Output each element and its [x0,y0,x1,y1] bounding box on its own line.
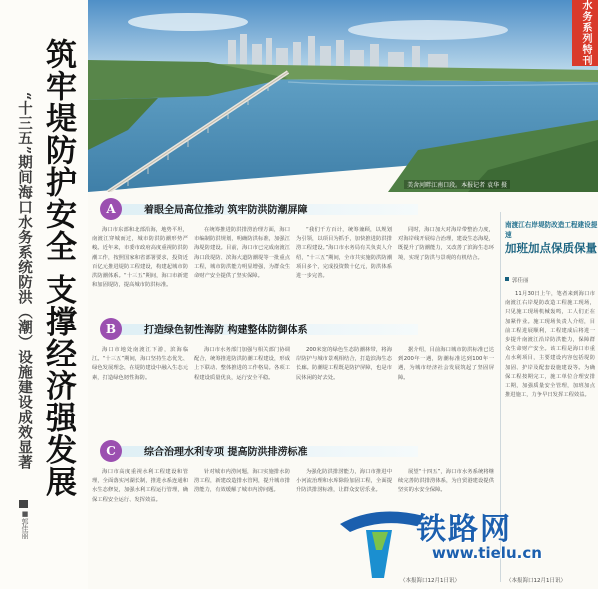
section-a-col-3 [296,226,392,312]
section-a-col-2 [194,226,290,312]
sidebar-source: （本报海口12月1日讯） [506,578,566,584]
center-source: （本报海口12月1日讯） [400,578,460,584]
site-watermark [336,498,598,589]
paragraph: 海口市地处南渡江下游，滨海临江。“十三五”期间，海口坚持生态优先、绿色发展理念，在堤防建设中融入生态元素，打造绿色韧性海防。 [92,347,188,381]
sub-headline: “十三五”期间海口水务系统防洪（潮）设施建设成效显著 [16,92,33,470]
watermark-url: www.tielu.cn [432,544,542,562]
paragraph: 为强化防洪排涝能力，海口市推进中小河流治理和水库除险加固工程，全面提升防洪排涝标准，让群众安居乐业。 [296,469,392,494]
paragraph: 展望“十四五”，海口市水务系统将继续完善防洪排涝体系，为自贸港建设提供坚实的水安全保障。 [398,469,494,494]
paragraph: 据介绍，目前海口城市防洪标准已达到200年一遇，防潮标准达到100年一遇，为城市经济社会发展筑起了坚固屏障。 [398,347,494,381]
section-c-heading [92,440,492,462]
section-a-badge: A [100,198,122,220]
section-c-col-1 [92,468,188,580]
section-c-col-2 [194,468,290,580]
reporter-marker [19,500,28,508]
section-b-col-2 [194,346,290,432]
section-a-col-4 [398,226,494,312]
paragraph: 针对城市内涝问题，海口实施排水防涝工程，新建改造排水管网，提升城市排涝能力，有效缓解了城市内涝问题。 [194,469,290,494]
sidebar-lead: 南渡江右岸堤防改造工程建设提速 [505,221,598,239]
section-a-col-1 [92,226,188,312]
series-tag: 水务系列特刊 [572,0,598,66]
paragraph: 海口市水务部门加强与相关部门协调配合，统筹推进防洪防潮工程建设，形成上下联动、整体推进的工作格局。各项工程建设质量优良，运行安全平稳。 [194,347,290,381]
sidebar-byline: 郭佳丽 [512,278,529,284]
section-c-badge: C [100,440,122,462]
city-river-photo [88,0,598,192]
photo-illustration [88,0,598,192]
sidebar-byline-marker [505,277,509,281]
section-c-title: 综合治理水利专项 提高防洪排涝标准 [144,447,308,458]
title-column [0,0,88,589]
paragraph: 海口市东部和北部沿海，地势平坦，南渡江穿城而过，城市防洪防潮形势严峻。近年来，市委市政府高度重视防洪防潮工作，按照国家和省部署要求，投资近百亿元推进堤防工程建设，构建起城市防洪防潮体系。“十三五”期间，海口市新建和加固堤防，提高城市防洪标准。 [92,227,188,289]
main-headline: 筑牢堤防护安全 支撑经济强发展 [40,38,76,498]
paragraph: 11月30日上午，笔者来到海口市南渡江右岸堤防改造工程施工现场，只见施工现场机械轰鸣，工人们正在加紧作业。施工现场负责人介绍，目前工程进展顺利，工程建成后将进一步提升南渡江沿岸防洪能力，保障群众生命财产安全。该工程是海口市重点水利项目，主要建设内容包括堤防加固、护岸及配套设施建设等。为确保工程按期完工，施工单位合理安排工期，加强质量安全管理，加班加点推进施工，力争早日发挥工程效益。 [505,291,595,399]
watermark-cn: 铁路网 [416,512,512,547]
section-b-heading [92,318,492,340]
paragraph: “我们千方百计，统筹兼顾，以规划为引领，以项目为抓手，加快推进防洪排涝工程建设。”海口市水务局有关负责人介绍，“十三五”期间，全市共实施防洪防潮项目多个，完成投资数十亿元，防洪体系进一步完善。 [296,227,392,280]
section-a-heading [92,198,492,220]
watermark-logo-icon [336,504,426,584]
paragraph: 同时，海口加大对海岸带整治力度，对海岸线开展综合治理，建设生态海堤，既提升了防潮能力，又改善了滨海生态环境，实现了防洪与景观的有机结合。 [398,227,494,261]
paragraph: 200米宽的绿色生态防潮林带，将海岸防护与城市景观相结合，打造滨海生态长廊。防潮堤工程既是防护屏障，也是市民休闲的好去处。 [296,347,392,381]
section-b-title: 打造绿色韧性海防 构建整体防御体系 [144,325,308,336]
reporter-byline: ■郭佳丽 [21,510,29,539]
sidebar-title: 加班加点保质保量 [505,241,597,255]
section-b-col-3 [296,346,392,432]
section-b-badge: B [100,318,122,340]
paragraph: 在统筹推进防洪排涝治理方面，海口市编制防洪规划，明确防洪标准，加强江海堤防建设。目前，海口市已完成南渡江海口段堤防、滨海大道防潮堤等一批重点工程，城市防洪能力明显增强，为群众生命财产安全提供了坚实保障。 [194,227,290,280]
section-a-title: 着眼全局高位推动 筑牢防洪防潮屏障 [144,205,308,216]
section-b-col-1 [92,346,188,432]
paragraph: 海口市高度重视水利工程建设和管理，全面落实河湖长制，推进水系连通和水生态修复，加强水利工程运行管理，确保工程安全运行、发挥效益。 [92,469,188,503]
photo-caption: 美舍河畔江南口段。本报记者 袁华 摄 [404,180,510,189]
section-b-col-4 [398,346,494,432]
